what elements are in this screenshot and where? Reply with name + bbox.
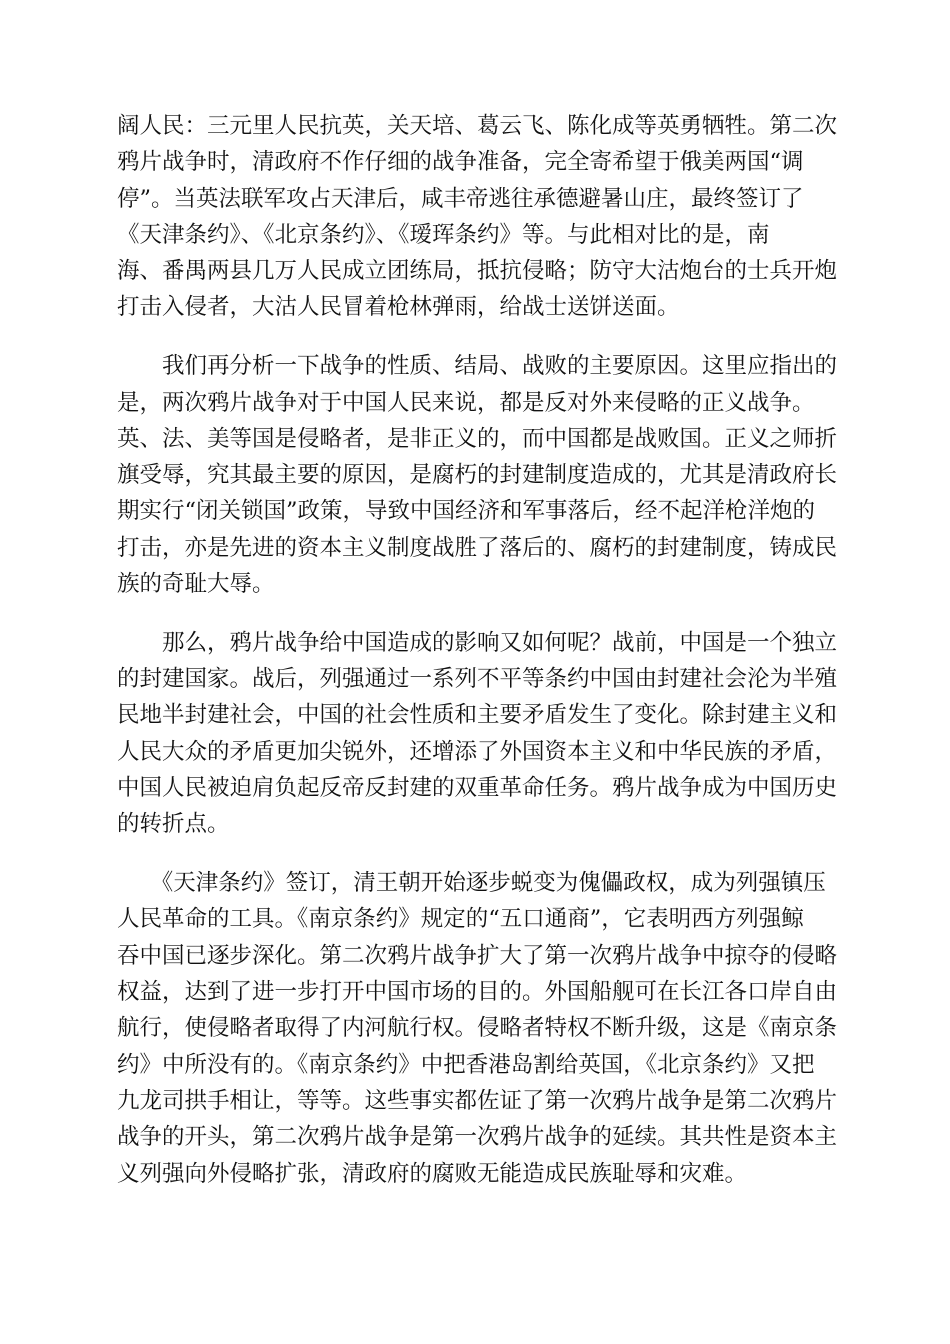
text-line: 人民大众的矛盾更加尖锐外，还增添了外国资本主义和中华民族的矛盾， <box>117 738 838 765</box>
text-line: 打击，亦是先进的资本主义制度战胜了落后的、腐朽的封建制度，铸成民 <box>117 534 838 561</box>
text-line: 的转折点。 <box>117 811 230 838</box>
text-line: 《天津条约》签订，清王朝开始逐步蜕变为傀儡政权，成为列强镇压 <box>117 870 826 897</box>
text-line: 约》中所没有的。《南京条约》中把香港岛割给英国，《北京条约》又把 <box>117 1051 815 1078</box>
text-line: 停”。当英法联军攻占天津后，咸丰帝逃往承德避暑山庄，最终签订了 <box>117 185 804 212</box>
text-line: 是，两次鸦片战争对于中国人民来说，都是反对外来侵略的正义战争。 <box>117 389 815 416</box>
text-line: 族的奇耻大辱。 <box>117 571 275 598</box>
text-line: 民地半封建社会，中国的社会性质和主要矛盾发生了变化。除封建主义和 <box>117 702 838 729</box>
paragraph-2 <box>117 348 838 602</box>
text-line: 人民革命的工具。《南京条约》规定的“五口通商”，它表明西方列强鲸 <box>117 906 804 933</box>
text-line: 打击入侵者，大沽人民冒着枪林弹雨，给战士送饼送面。 <box>117 294 680 321</box>
paragraph-4 <box>117 865 838 1192</box>
text-line: 航行，使侵略者取得了内河航行权。侵略者特权不断升级，这是《南京条 <box>117 1015 838 1042</box>
text-line: 那么，鸦片战争给中国造成的影响又如何呢？战前，中国是一个独立 <box>117 629 838 656</box>
text-line: 期实行“闭关锁国”政策，导致中国经济和军事落后，经不起洋枪洋炮的 <box>117 498 816 525</box>
text-line: 英、法、美等国是侵略者，是非正义的，而中国都是战败国。正义之师折 <box>117 425 838 452</box>
text-line: 阔人民：三元里人民抗英，关天培、葛云飞、陈化成等英勇牺牲。第二次 <box>117 113 838 139</box>
text-line: 我们再分析一下战争的性质、结局、战败的主要原因。这里应指出的 <box>117 353 838 380</box>
text-line: 九龙司拱手相让，等等。这些事实都佐证了第一次鸦片战争是第二次鸦片 <box>117 1087 838 1114</box>
paragraph-1 <box>117 108 838 326</box>
text-line: 权益，达到了进一步打开中国市场的目的。外国船舰可在长江各口岸自由 <box>117 979 838 1006</box>
text-line: 旗受辱，究其最主要的原因，是腐朽的封建制度造成的，尤其是清政府长 <box>117 462 838 489</box>
text-line: 鸦片战争时，清政府不作仔细的战争准备，完全寄希望于俄美两国“调 <box>117 149 804 176</box>
text-line: 战争的开头，第二次鸦片战争是第一次鸦片战争的延续。其共性是资本主 <box>117 1124 838 1151</box>
text-line: 的封建国家。战后，列强通过一系列不平等条约中国由封建社会沦为半殖 <box>117 666 838 693</box>
text-line: 海、番禺两县几万人民成立团练局，抵抗侵略；防守大沽炮台的士兵开炮 <box>117 258 838 285</box>
paragraph-3 <box>117 625 838 843</box>
text-line: 吞中国已逐步深化。第二次鸦片战争扩大了第一次鸦片战争中掠夺的侵略 <box>117 942 838 969</box>
text-line: 中国人民被迫肩负起反帝反封建的双重革命任务。鸦片战争成为中国历史 <box>117 775 838 802</box>
document-body <box>117 108 838 1192</box>
text-line: 义列强向外侵略扩张，清政府的腐败无能造成民族耻辱和灾难。 <box>117 1160 748 1187</box>
text-line: 《天津条约》、《北京条约》、《瑷珲条约》等。与此相对比的是，南 <box>117 221 770 248</box>
